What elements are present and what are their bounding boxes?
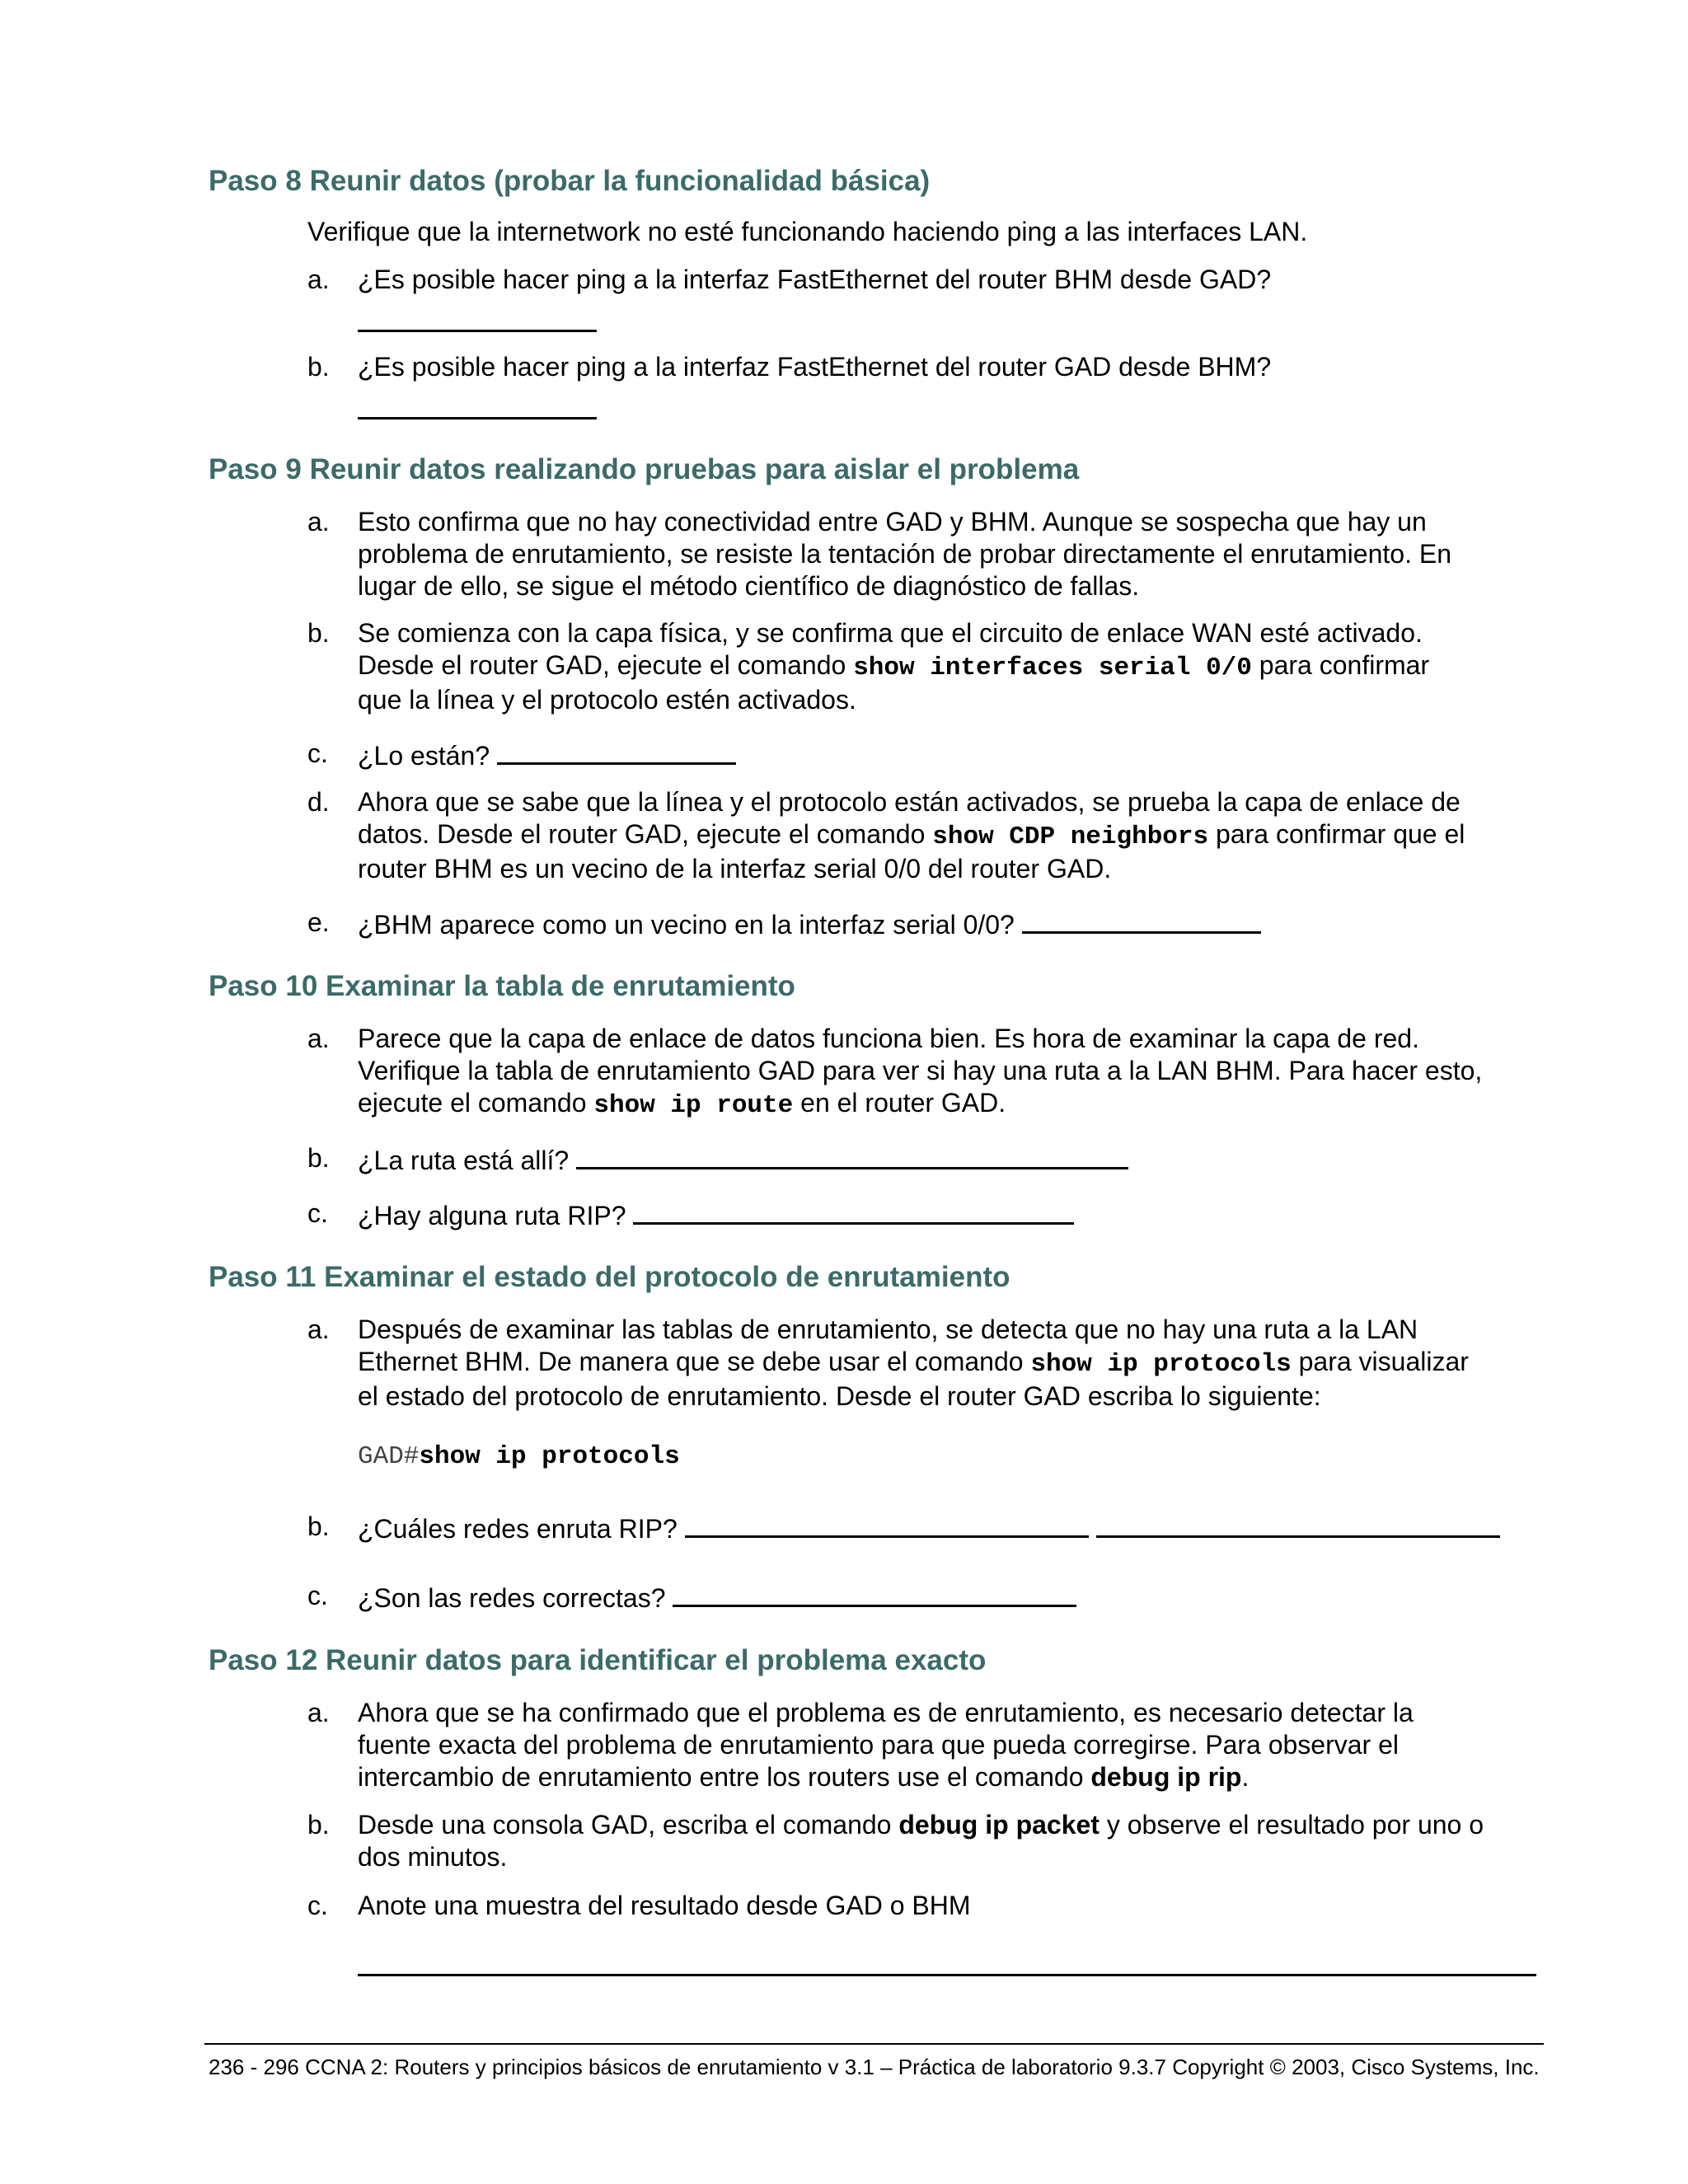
item-label: c. [307, 1891, 328, 1920]
answer-blank[interactable] [497, 738, 736, 765]
item-text: ¿Es posible hacer ping a la interfaz FastEthernet del router GAD desde BHM? [358, 352, 1272, 382]
item-label: c. [307, 1581, 328, 1610]
item-label: a. [307, 1315, 330, 1344]
item-text: ¿Cuáles redes enruta RIP? [358, 1514, 678, 1544]
text-line: Esto confirma que no hay conectividad entre GAD y BHM. Aunque se sospecha que hay un [358, 507, 1427, 537]
item-text [358, 617, 1545, 716]
cli-line [358, 1438, 1545, 1473]
item-text [358, 786, 1545, 885]
command-text: show interfaces serial 0/0 [853, 654, 1252, 682]
item-text-wrap [358, 1142, 1545, 1177]
text-line: Se comienza con la capa física, y se confirma que el circuito de enlace WAN esté activado. [358, 618, 1423, 648]
command-text: debug ip rip [1090, 1762, 1242, 1792]
text-line: problema de enrutamiento, se resiste la tentación de probar directamente el enrutamiento. En [358, 539, 1451, 569]
item-text [358, 506, 1545, 602]
answer-blank[interactable] [673, 1580, 1076, 1607]
text-line [358, 1087, 1545, 1122]
answer-blank[interactable] [358, 1974, 1536, 1976]
text-segment: ejecute el comando [358, 1088, 594, 1118]
text-line: Después de examinar las tablas de enrutamiento, se detecta que no hay una ruta a la LAN [358, 1315, 1418, 1344]
item-text-wrap [358, 1511, 1545, 1545]
item-text: Anote una muestra del resultado desde GAD o BHM [358, 1891, 971, 1920]
text-line: router BHM es un vecino de la interfaz serial 0/0 del router GAD. [358, 854, 1112, 883]
text-line: fuente exacta del problema de enrutamiento para que pueda corregirse. Para observar el [358, 1730, 1399, 1760]
text-line: Parece que la capa de enlace de datos funciona bien. Es hora de examinar la capa de red. [358, 1024, 1419, 1053]
text-line [358, 818, 1545, 853]
item-text-wrap [358, 907, 1545, 941]
answer-blank[interactable] [685, 1511, 1089, 1538]
text-segment: para confirmar [1251, 650, 1430, 680]
text-segment: en el router GAD. [793, 1088, 1006, 1118]
paso10-heading: Paso 10 Examinar la tabla de enrutamiento [209, 970, 795, 1002]
item-text [358, 1697, 1545, 1793]
text-line: Ahora que se sabe que la línea y el protocolo están activados, se prueba la capa de enlace de [358, 787, 1461, 817]
command-text: show CDP neighbors [932, 823, 1209, 851]
item-text: ¿Lo están? [358, 741, 490, 771]
text-segment: datos. Desde el router GAD, ejecute el comando [358, 819, 933, 849]
item-label: b. [307, 1143, 330, 1173]
text-line [358, 649, 1545, 684]
paso8-intro: Verifique que la internetwork no esté funcionando haciendo ping a las interfaces LAN. [307, 217, 1308, 246]
answer-blank[interactable] [633, 1197, 1074, 1225]
answer-blank[interactable] [1096, 1511, 1500, 1538]
item-label: c. [307, 1198, 328, 1228]
item-text: ¿La ruta está allí? [358, 1146, 570, 1175]
command-text: show ip protocols [1030, 1350, 1292, 1379]
item-label: a. [307, 1698, 330, 1727]
text-line [358, 1761, 1545, 1793]
paso9-heading: Paso 9 Reunir datos realizando pruebas para aislar el problema [209, 453, 1080, 485]
item-label: a. [307, 1024, 330, 1053]
command-text: show ip route [593, 1091, 794, 1120]
text-line: dos minutos. [358, 1842, 508, 1872]
text-segment: para confirmar que el [1208, 819, 1465, 849]
text-line: Ahora que se ha confirmado que el problema es de enrutamiento, es necesario detectar la [358, 1698, 1414, 1727]
item-text: ¿Hay alguna ruta RIP? [358, 1201, 626, 1230]
item-text-wrap [358, 738, 1545, 772]
item-label: b. [307, 352, 330, 382]
item-label: d. [307, 787, 330, 817]
text-segment: Desde el router GAD, ejecute el comando [358, 650, 854, 680]
item-label: b. [307, 1511, 330, 1541]
text-segment: Ethernet BHM. De manera que se debe usar el comando [358, 1347, 1031, 1376]
answer-blank[interactable] [358, 330, 597, 332]
item-text: ¿Es posible hacer ping a la interfaz FastEthernet del router BHM desde GAD? [358, 265, 1272, 294]
text-line: que la línea y el protocolo estén activados. [358, 685, 856, 715]
paso8-heading: Paso 8 Reunir datos (probar la funcionalidad básica) [209, 165, 931, 197]
cli-prompt: GAD# [358, 1442, 420, 1471]
answer-blank[interactable] [358, 417, 597, 419]
text-line: el estado del protocolo de enrutamiento. Desde el router GAD escriba lo siguiente: [358, 1381, 1321, 1411]
item-label: c. [307, 738, 328, 768]
page-footer: 236 - 296 CCNA 2: Routers y principios básicos de enrutamiento v 3.1 – Práctica de laboratorio 9.3.7 Copyright © 2003, Cisco Systems, Inc. [209, 2055, 1540, 2079]
footer-rule [204, 2043, 1544, 2045]
text-segment: para visualizar [1291, 1347, 1469, 1376]
text-line [358, 1346, 1545, 1380]
item-text [358, 1809, 1545, 1873]
text-segment: Desde una consola GAD, escriba el comando [358, 1810, 899, 1840]
text-line [358, 1809, 1545, 1841]
item-text-wrap [358, 1197, 1545, 1232]
paso11-heading: Paso 11 Examinar el estado del protocolo de enrutamiento [209, 1261, 1010, 1293]
text-line: lugar de ello, se sigue el método científico de diagnóstico de fallas. [358, 571, 1140, 601]
paso12-heading: Paso 12 Reunir datos para identificar el problema exacto [209, 1644, 987, 1676]
text-line: Verifique la tabla de enrutamiento GAD para ver si hay una ruta a la LAN BHM. Para hacer esto, [358, 1056, 1483, 1085]
item-label: e. [307, 907, 330, 937]
text-segment: . [1241, 1762, 1250, 1792]
answer-blank[interactable] [576, 1142, 1128, 1169]
item-label: b. [307, 1810, 330, 1840]
text-segment: y observe el resultado por uno o [1099, 1810, 1484, 1840]
item-text: ¿BHM aparece como un vecino en la interfaz serial 0/0? [358, 910, 1015, 940]
item-label: a. [307, 265, 330, 294]
command-text: debug ip packet [898, 1810, 1100, 1840]
answer-blank[interactable] [1022, 907, 1261, 934]
item-label: a. [307, 507, 330, 537]
item-text [358, 1314, 1545, 1473]
cli-command: show ip protocols [419, 1442, 680, 1471]
text-segment: intercambio de enrutamiento entre los routers use el comando [358, 1762, 1091, 1792]
item-text: ¿Son las redes correctas? [358, 1583, 666, 1613]
item-text [358, 1023, 1545, 1122]
item-label: b. [307, 618, 330, 648]
item-text-wrap [358, 1580, 1545, 1615]
